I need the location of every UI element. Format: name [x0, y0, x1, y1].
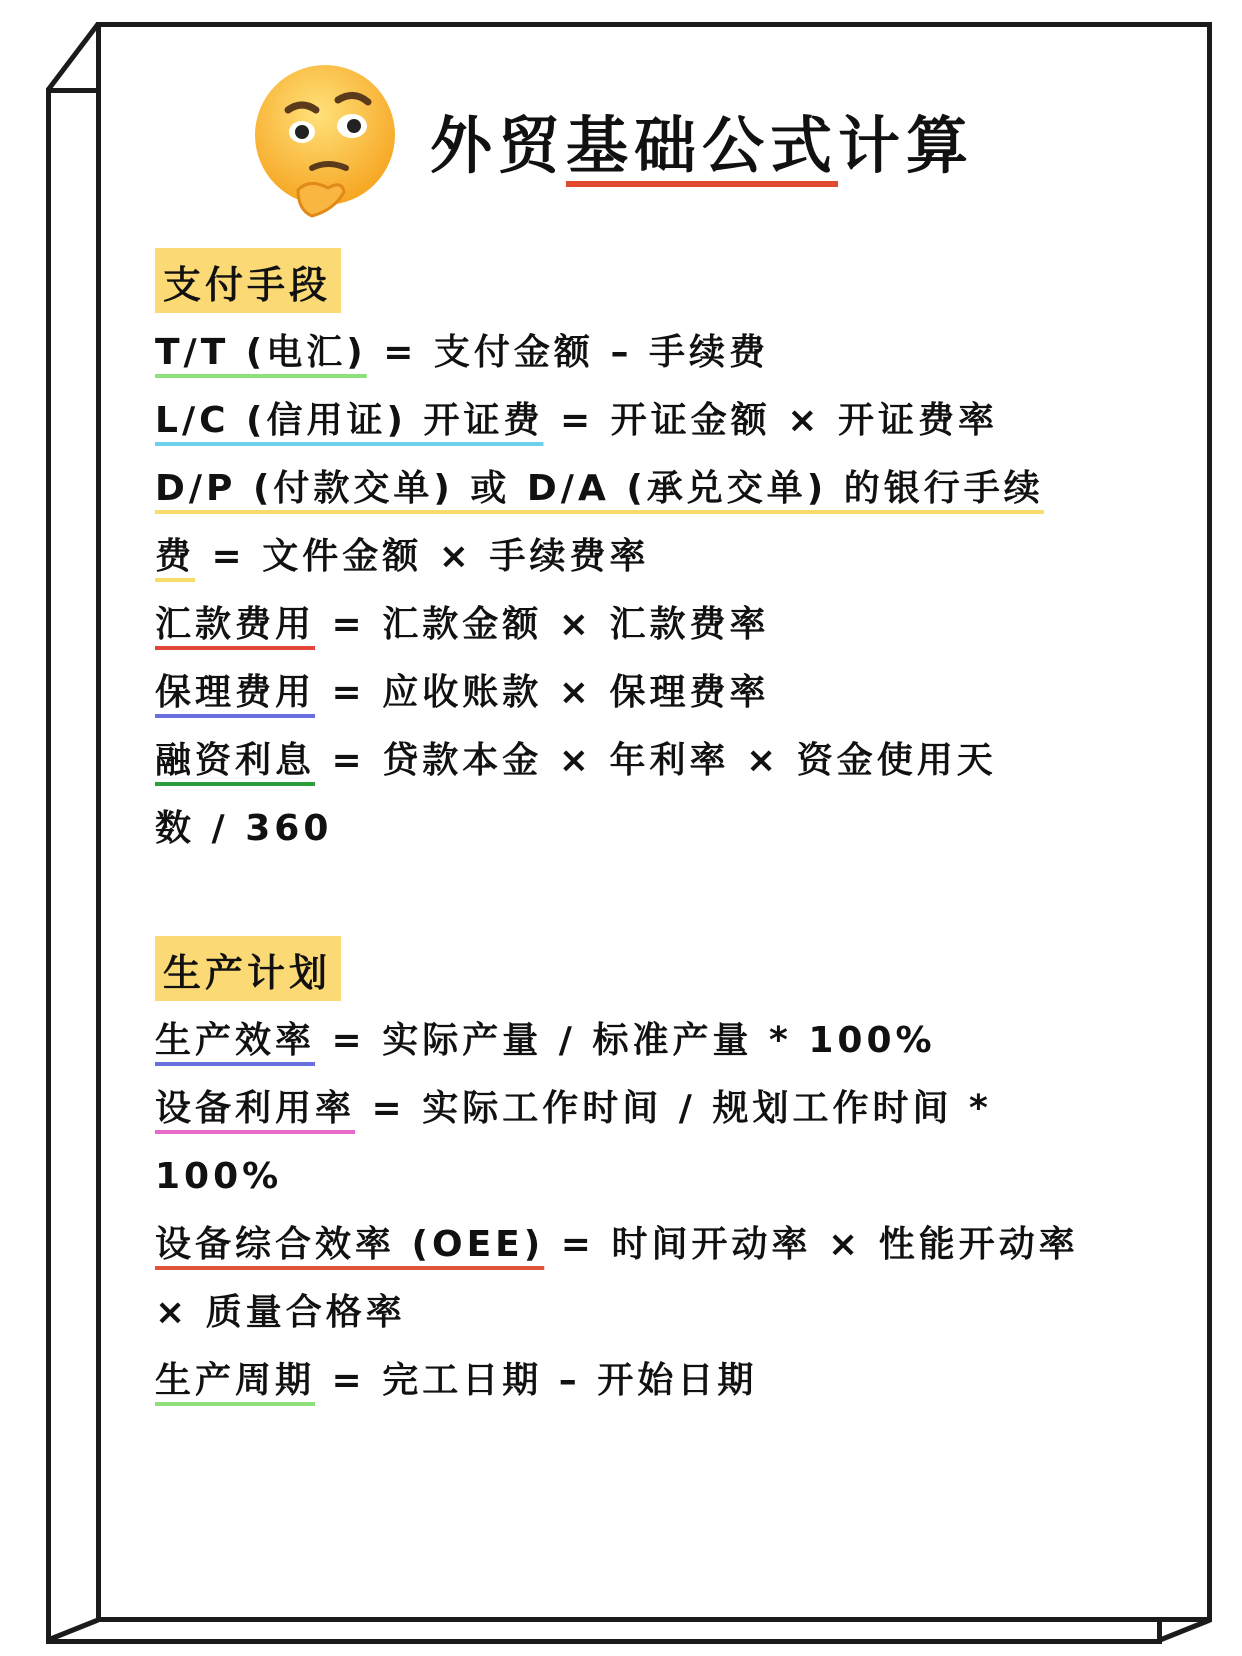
formula-line	[155, 1211, 1182, 1279]
title-plain: 外贸	[430, 109, 567, 182]
formula-term: 设备综合效率 (OEE)	[155, 1224, 545, 1265]
thinking-face-icon	[250, 60, 400, 230]
formula-line	[155, 455, 1182, 523]
formula-line	[155, 1075, 1182, 1143]
formula-term: T/T (电汇)	[155, 332, 367, 373]
formula-term: 设备利用率	[155, 1088, 356, 1129]
page-title	[430, 96, 974, 185]
formula-expression: = 应收账款 × 保理费率	[315, 672, 770, 713]
formula-line	[155, 727, 1182, 795]
formula-expression: = 贷款本金 × 年利率 × 资金使用天	[315, 740, 997, 781]
formula-expression: = 时间开动率 × 性能开动率	[544, 1224, 1079, 1265]
section-heading-production: 生产计划	[155, 936, 341, 1001]
formula-line	[155, 319, 1182, 387]
formula-term: D/P (付款交单) 或 D/A (承兑交单) 的银行手续	[155, 468, 1044, 509]
formula-expression: = 实际工作时间 / 规划工作时间 *	[355, 1088, 992, 1129]
section-heading-payment: 支付手段	[155, 248, 341, 313]
formula-line	[155, 659, 1182, 727]
formula-expression: = 汇款金额 × 汇款费率	[315, 604, 770, 645]
formula-term: 费	[155, 536, 196, 577]
formula-term: 融资利息	[155, 740, 316, 781]
formula-line	[155, 591, 1182, 659]
formula-line	[155, 1347, 1182, 1415]
formula-term: L/C (信用证) 开证费	[155, 400, 544, 441]
formula-expression: = 实际产量 / 标准产量 * 100%	[315, 1020, 936, 1061]
formula-term: 保理费用	[155, 672, 316, 713]
production-section	[155, 936, 1182, 1415]
payment-section	[155, 248, 1182, 863]
formula-expression: × 质量合格率	[155, 1292, 406, 1333]
formula-expression: = 完工日期 – 开始日期	[315, 1360, 758, 1401]
formula-expression: 数 / 360	[155, 808, 333, 849]
formula-line	[155, 1007, 1182, 1075]
formula-line	[155, 1279, 1182, 1347]
formula-line	[155, 795, 1182, 863]
formula-expression: = 开证金额 × 开证费率	[543, 400, 998, 441]
formula-term: 生产效率	[155, 1020, 316, 1061]
formula-expression: 100%	[155, 1156, 283, 1197]
formula-expression: = 支付金额 – 手续费	[366, 332, 770, 373]
formula-line	[155, 523, 1182, 591]
title-highlight: 基础公式	[566, 109, 839, 182]
formula-line	[155, 1143, 1182, 1211]
formula-expression: = 文件金额 × 手续费率	[195, 536, 650, 577]
formula-term: 生产周期	[155, 1360, 316, 1401]
title-rest: 计算	[838, 109, 975, 182]
formula-term: 汇款费用	[155, 604, 316, 645]
formula-line	[155, 387, 1182, 455]
